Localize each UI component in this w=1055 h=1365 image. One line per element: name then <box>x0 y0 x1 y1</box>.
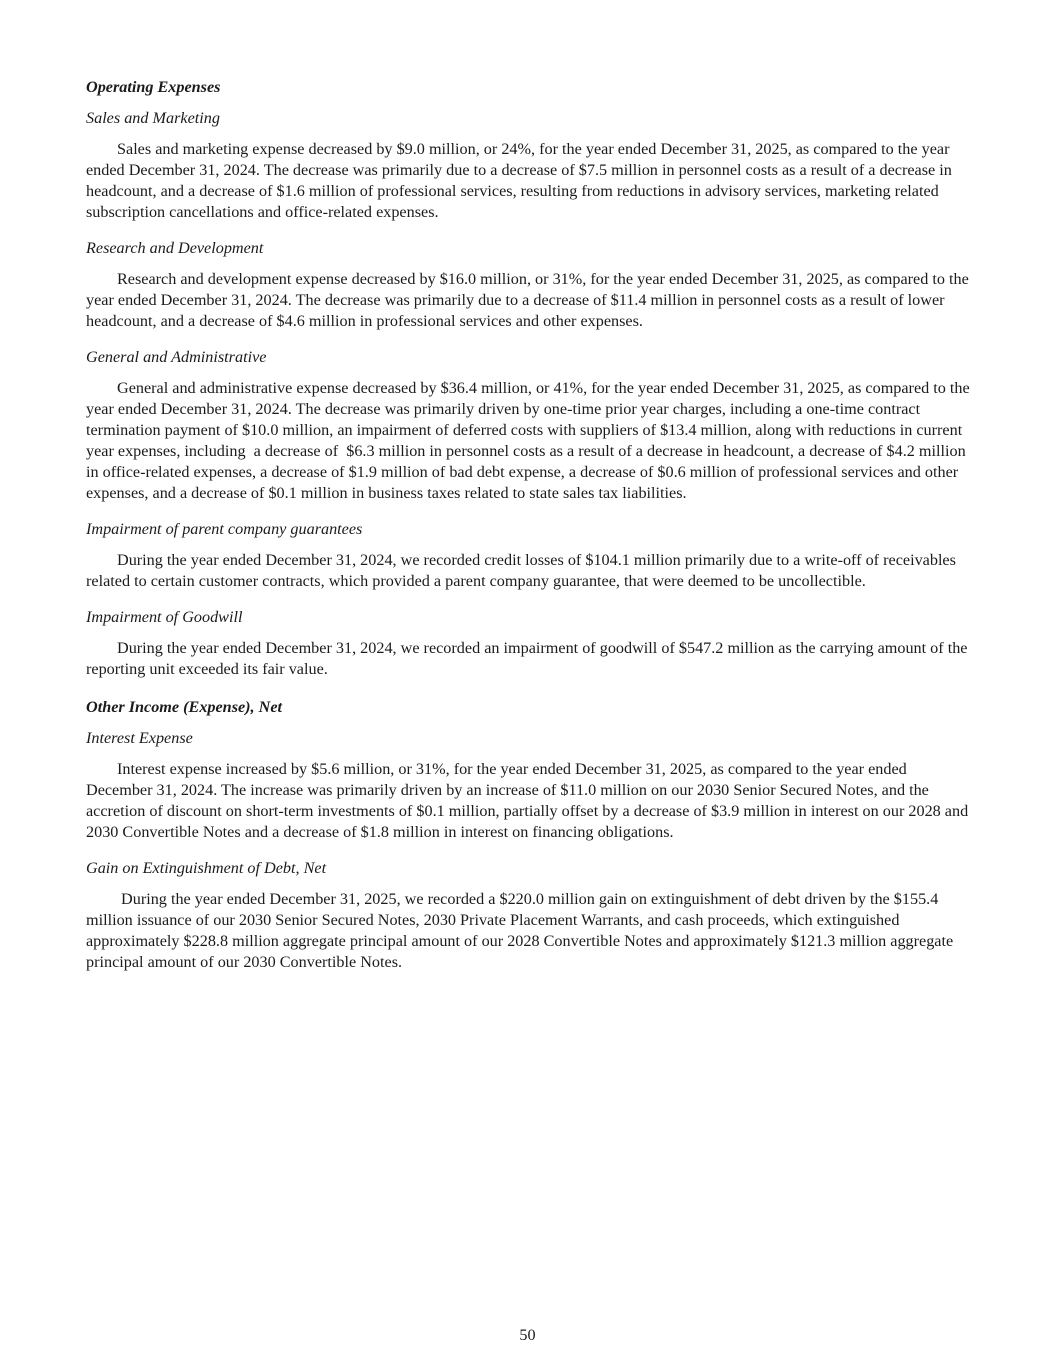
impairment-of-parent-company-guarantees-paragraph: During the year ended December 31, 2024, we recorded credit losses of $104.1 million primarily due to a write-off of receivables related to certain customer contracts, which provided a parent company guarantee, that were deemed to be uncollectible. <box>86 551 960 590</box>
heading-impairment-of-goodwill: Impairment of Goodwill <box>86 608 243 626</box>
research-and-development-paragraph: Research and development expense decreased by $16.0 million, or 31%, for the year ended December 31, 2025, as compared to the year ended December 31, 2024. The decrease was primarily due to a decrease of $11.4 million in personnel costs as a result of lower headcount, and a decrease of $4.6 million in professional services and other expenses. <box>86 270 973 330</box>
page-number: 50 <box>519 1326 536 1344</box>
heading-sales-and-marketing: Sales and Marketing <box>86 109 220 127</box>
sales-and-marketing-paragraph: Sales and marketing expense decreased by $9.0 million, or 24%, for the year ended December 31, 2025, as compared to the year ended December 31, 2024. The decrease was primarily due to a decrease of $7.5 million in personnel costs as a result of a decrease in headcount, and a decrease of $1.6 million of professional services, resulting from reductions in advisory services, marketing related subscription cancellations and office-related expenses. <box>86 140 956 221</box>
heading-operating-expenses: Operating Expenses <box>86 78 221 96</box>
heading-gain-on-extinguishment-of-debt-net: Gain on Extinguishment of Debt, Net <box>86 859 327 877</box>
document-content <box>86 77 974 973</box>
heading-impairment-of-parent-company-guarantees: Impairment of parent company guarantees <box>86 520 363 538</box>
heading-general-and-administrative: General and Administrative <box>86 348 267 366</box>
gain-on-extinguishment-of-debt-net-paragraph: During the year ended December 31, 2025, we recorded a $220.0 million gain on extinguishment of debt driven by the $155.4 million issuance of our 2030 Senior Secured Notes, 2030 Private Placement Warrants, and cash proceeds, which extinguished approximately $228.8 million aggregate principal amount of our 2028 Convertible Notes and approximately $121.3 million aggregate principal amount of our 2030 Convertible Notes. <box>86 890 958 971</box>
heading-interest-expense: Interest Expense <box>86 729 193 747</box>
impairment-of-goodwill-paragraph: During the year ended December 31, 2024, we recorded an impairment of goodwill of $547.2 million as the carrying amount of the reporting unit exceeded its fair value. <box>86 639 972 678</box>
heading-other-income-expense-net: Other Income (Expense), Net <box>86 698 283 716</box>
heading-research-and-development: Research and Development <box>86 239 264 257</box>
interest-expense-paragraph: Interest expense increased by $5.6 million, or 31%, for the year ended December 31, 2025, as compared to the year ended December 31, 2024. The increase was primarily driven by an increase of $11.0 million on our 2030 Senior Secured Notes, and the accretion of discount on short-term investments of $0.1 million, partially offset by a decrease of $3.9 million in interest on our 2028 and 2030 Convertible Notes and a decrease of $1.8 million in interest on financing obligations. <box>86 760 973 841</box>
general-and-administrative-paragraph: General and administrative expense decreased by $36.4 million, or 41%, for the year ended December 31, 2025, as compared to the year ended December 31, 2024. The decrease was primarily driven by one-time prior year charges, including a one-time contract termination payment of $10.0 million, an impairment of deferred costs with suppliers of $13.4 million, along with reductions in current year expenses, including a decrease of $6.3 million in personnel costs as a result of a decrease in headcount, a decrease of $4.2 million in office-related expenses, a decrease of $1.9 million of bad debt expense, a decrease of $0.6 million of professional services and other expenses, and a decrease of $0.1 million in business taxes related to state sales tax liabilities. <box>86 379 974 502</box>
